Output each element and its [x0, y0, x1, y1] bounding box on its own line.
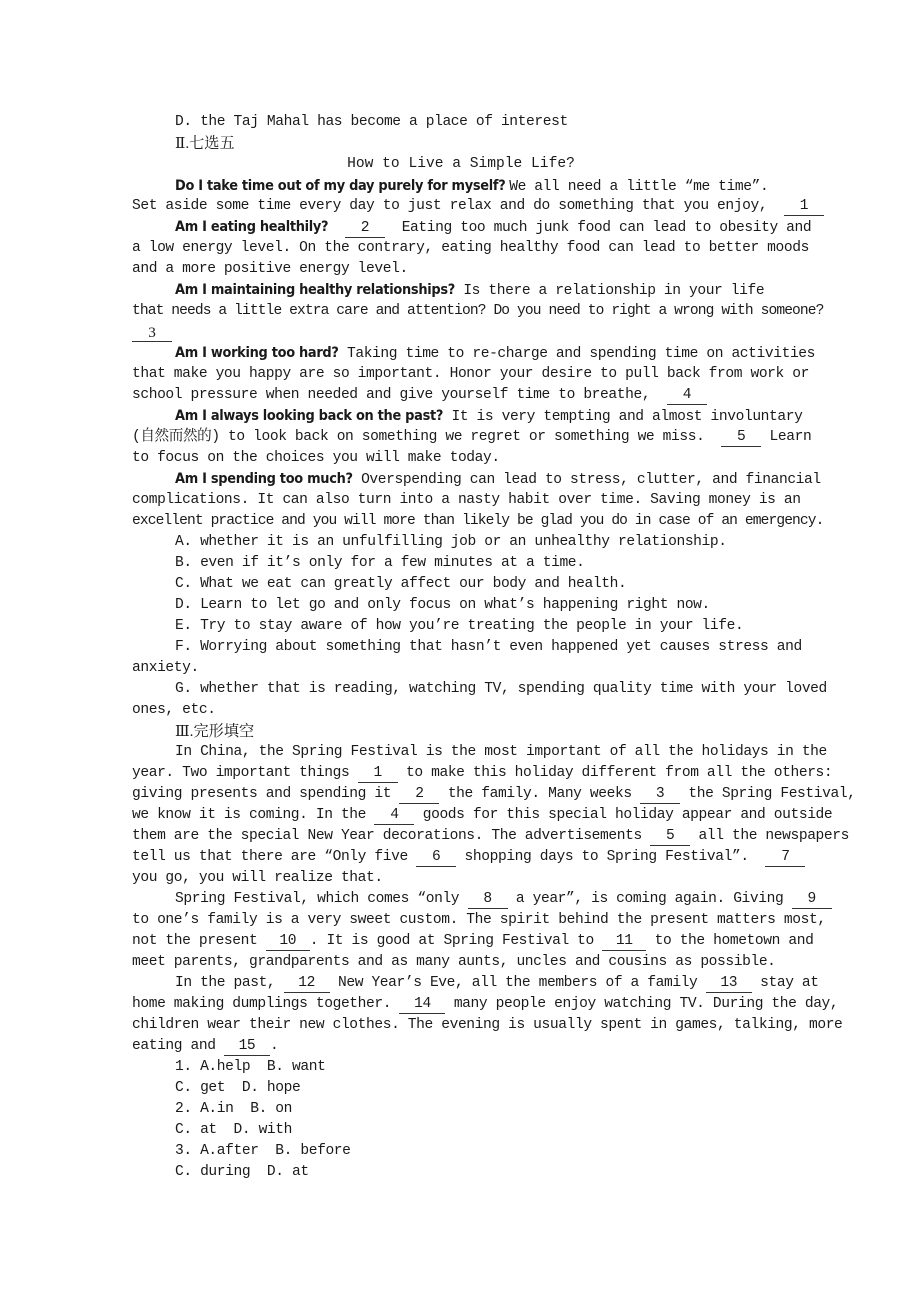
option-g-continued: ones, etc. — [132, 702, 216, 718]
paragraph-line: school pressure when needed and give yourself time to breathe, 4 — [132, 385, 790, 406]
question-heading: Am I maintaining healthy relationships? — [175, 282, 455, 298]
paragraph-line: Am I always looking back on the past? It is very tempting and almost involuntary — [175, 408, 803, 425]
paragraph-line: we know it is coming. In the 4 goods for this special holiday appear and outside — [132, 807, 833, 823]
paragraph-line: home making dumplings together. 14 many people enjoy watching TV. During the day, — [132, 996, 839, 1012]
question-heading: Am I spending too much? — [175, 471, 353, 487]
cloze-blank-7[interactable]: 7 — [765, 849, 805, 867]
paragraph-line: that make you happy are so important. Honor your desire to pull back from work or — [132, 366, 809, 382]
paragraph-line: Set aside some time every day to just relax and do something that you enjoy, 1 — [132, 196, 790, 217]
paragraph-line: In the past, 12 New Year’s Eve, all the members of a family 13 stay at — [175, 975, 819, 991]
paragraph-line: you go, you will realize that. — [132, 870, 383, 886]
cloze-blank-5[interactable]: 5 — [650, 828, 690, 846]
previous-option-d: D. the Taj Mahal has become a place of interest — [175, 114, 568, 130]
paragraph-line: them are the special New Year decorations. The advertisements 5 all the newspapers — [132, 828, 849, 844]
section-heading-seven-choose-five: Ⅱ.七选五 — [175, 135, 235, 152]
option-c: C. What we eat can greatly affect our body and health. — [175, 576, 627, 592]
paragraph-line: tell us that there are “Only five 6 shopping days to Spring Festival”. 7 — [132, 847, 790, 868]
cloze-blank-8[interactable]: 8 — [468, 891, 508, 909]
cloze-blank-12[interactable]: 12 — [284, 975, 330, 993]
document-page — [132, 112, 856, 1183]
question-heading: Do I take time out of my day purely for myself? — [175, 178, 506, 194]
option-a: A. whether it is an unfulfilling job or an unhealthy relationship. — [175, 534, 727, 550]
paragraph-line: Do I take time out of my day purely for myself? We all need a little “me time”. — [175, 178, 769, 195]
option-b: B. even if it’s only for a few minutes at a time. — [175, 555, 585, 571]
question-heading: Am I eating healthily? — [175, 219, 329, 235]
question-3-cd: C. during D. at — [175, 1164, 309, 1180]
cloze-blank-10[interactable]: 10 — [266, 933, 310, 951]
paragraph-line: to one’s family is a very sweet custom. The spirit behind the present matters most, — [132, 912, 826, 928]
paragraph-line: to focus on the choices you will make today. — [132, 450, 500, 466]
paragraph-line: excellent practice and you will more than likely be glad you do in case of an emergency. — [132, 513, 824, 529]
cloze-blank-11[interactable]: 11 — [602, 933, 646, 951]
paragraph-line: (自然而然的) to look back on something we regret or something we miss. 5 Learn — [132, 429, 812, 445]
question-1-cd: C. get D. hope — [175, 1080, 301, 1096]
paragraph-line: year. Two important things 1 to make this holiday different from all the others: — [132, 765, 833, 781]
paragraph-line: meet parents, grandparents and as many aunts, uncles and cousins as possible. — [132, 954, 776, 970]
cloze-blank-13[interactable]: 13 — [706, 975, 752, 993]
cloze-blank-1[interactable]: 1 — [358, 765, 398, 783]
paragraph-line: Am I maintaining healthy relationships? Is there a relationship in your life — [175, 282, 765, 299]
paragraph-line: children wear their new clothes. The evening is usually spent in games, talking, more — [132, 1017, 843, 1033]
paragraph-line: Spring Festival, which comes “only 8 a year”, is coming again. Giving 9 — [132, 889, 790, 910]
paragraph-line: and a more positive energy level. — [132, 261, 408, 277]
question-1-ab: 1. A.help B. want — [175, 1059, 326, 1075]
option-f: F. Worrying about something that hasn’t even happened yet causes stress and — [175, 639, 802, 655]
paragraph-line: that needs a little extra care and attention? Do you need to right a wrong with someone? — [132, 303, 824, 319]
section-heading-cloze: Ⅲ.完形填空 — [175, 723, 255, 740]
question-heading: Am I working too hard? — [175, 345, 339, 361]
option-e: E. Try to stay aware of how you’re treating the people in your life. — [175, 618, 744, 634]
paragraph-line: Am I working too hard? Taking time to re-charge and spending time on activities — [175, 345, 816, 362]
paragraph-line: Am I spending too much? Overspending can lead to stress, clutter, and financial — [175, 471, 821, 488]
paragraph-line: eating and 15 . — [132, 1038, 279, 1054]
blank-1[interactable]: 1 — [784, 198, 824, 216]
option-f-continued: anxiety. — [132, 660, 199, 676]
paragraph-line: Am I eating healthily? 2 Eating too much junk food can lead to obesity and — [175, 219, 812, 236]
paragraph-line: giving presents and spending it 2 the family. Many weeks 3 the Spring Festival, — [132, 786, 856, 802]
paragraph-line: complications. It can also turn into a nasty habit over time. Saving money is an — [132, 492, 801, 508]
paragraph-line: not the present 10 . It is good at Spring Festival to 11 to the hometown and — [132, 933, 814, 949]
question-3-ab: 3. A.after B. before — [175, 1143, 351, 1159]
cloze-blank-15[interactable]: 15 — [224, 1038, 270, 1056]
paragraph-line: In China, the Spring Festival is the most important of all the holidays in the — [175, 744, 827, 760]
blank-3[interactable]: 3 — [132, 324, 172, 342]
question-2-ab: 2. A.in B. on — [175, 1101, 293, 1117]
option-g: G. whether that is reading, watching TV, spending quality time with your loved — [175, 681, 827, 697]
paragraph-line: a low energy level. On the contrary, eating healthy food can lead to better moods — [132, 240, 809, 256]
passage-title: How to Live a Simple Life? — [347, 156, 575, 172]
blank-2[interactable]: 2 — [345, 220, 385, 238]
option-d: D. Learn to let go and only focus on what’s happening right now. — [175, 597, 710, 613]
cloze-blank-2[interactable]: 2 — [399, 786, 439, 804]
cloze-blank-3[interactable]: 3 — [640, 786, 680, 804]
cloze-blank-4[interactable]: 4 — [374, 807, 414, 825]
cloze-blank-9[interactable]: 9 — [792, 891, 832, 909]
cloze-blank-14[interactable]: 14 — [399, 996, 445, 1014]
blank-4[interactable]: 4 — [667, 387, 707, 405]
question-heading: Am I always looking back on the past? — [175, 408, 444, 424]
blank-5[interactable]: 5 — [721, 429, 761, 447]
question-2-cd: C. at D. with — [175, 1122, 293, 1138]
cloze-blank-6[interactable]: 6 — [416, 849, 456, 867]
paragraph-line — [132, 322, 790, 343]
